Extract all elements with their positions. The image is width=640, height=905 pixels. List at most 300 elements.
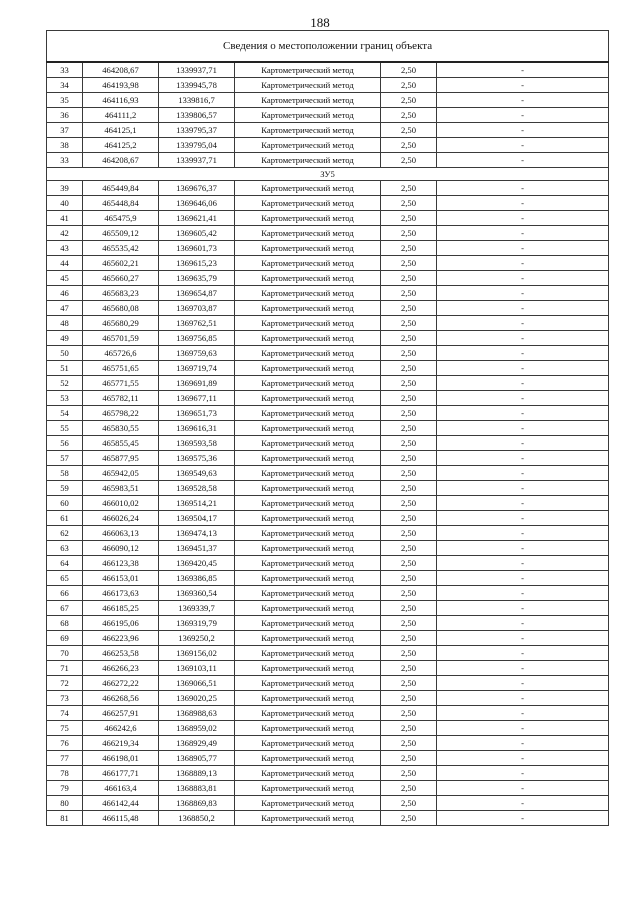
table-row xyxy=(47,496,609,511)
point-number-cell: 33 xyxy=(47,153,83,168)
description-cell: - xyxy=(437,153,609,168)
x-coordinate-cell: 465448,84 xyxy=(83,196,159,211)
description-cell: - xyxy=(437,751,609,766)
y-coordinate-cell: 1369601,73 xyxy=(159,241,235,256)
description-cell: - xyxy=(437,526,609,541)
y-coordinate-cell: 1368988,63 xyxy=(159,706,235,721)
method-cell: Картометрический метод xyxy=(235,511,381,526)
method-cell: Картометрический метод xyxy=(235,226,381,241)
x-coordinate-cell: 466173,63 xyxy=(83,586,159,601)
table-row xyxy=(47,138,609,153)
accuracy-cell: 2,50 xyxy=(381,361,437,376)
accuracy-cell: 2,50 xyxy=(381,811,437,826)
table-row xyxy=(47,211,609,226)
description-cell: - xyxy=(437,406,609,421)
method-cell: Картометрический метод xyxy=(235,108,381,123)
x-coordinate-cell: 466242,6 xyxy=(83,721,159,736)
page-number: 188 xyxy=(310,15,330,30)
x-coordinate-cell: 465475,9 xyxy=(83,211,159,226)
y-coordinate-cell: 1369703,87 xyxy=(159,301,235,316)
point-number-cell: 39 xyxy=(47,181,83,196)
method-cell: Картометрический метод xyxy=(235,256,381,271)
description-cell: - xyxy=(437,138,609,153)
method-cell: Картометрический метод xyxy=(235,571,381,586)
method-cell: Картометрический метод xyxy=(235,481,381,496)
accuracy-cell: 2,50 xyxy=(381,481,437,496)
table-row xyxy=(47,271,609,286)
x-coordinate-cell: 465535,42 xyxy=(83,241,159,256)
table-row xyxy=(47,751,609,766)
method-cell: Картометрический метод xyxy=(235,153,381,168)
accuracy-cell: 2,50 xyxy=(381,153,437,168)
x-coordinate-cell: 466123,38 xyxy=(83,556,159,571)
accuracy-cell: 2,50 xyxy=(381,316,437,331)
description-cell: - xyxy=(437,451,609,466)
method-cell: Картометрический метод xyxy=(235,241,381,256)
y-coordinate-cell: 1369615,23 xyxy=(159,256,235,271)
table-row xyxy=(47,301,609,316)
x-coordinate-cell: 465701,59 xyxy=(83,331,159,346)
table-row xyxy=(47,616,609,631)
y-coordinate-cell: 1369575,36 xyxy=(159,451,235,466)
accuracy-cell: 2,50 xyxy=(381,676,437,691)
x-coordinate-cell: 466142,44 xyxy=(83,796,159,811)
y-coordinate-cell: 1369651,73 xyxy=(159,406,235,421)
point-number-cell: 35 xyxy=(47,93,83,108)
x-coordinate-cell: 465983,51 xyxy=(83,481,159,496)
method-cell: Картометрический метод xyxy=(235,123,381,138)
point-number-cell: 72 xyxy=(47,676,83,691)
y-coordinate-cell: 1369605,42 xyxy=(159,226,235,241)
method-cell: Картометрический метод xyxy=(235,466,381,481)
x-coordinate-cell: 466272,22 xyxy=(83,676,159,691)
description-cell: - xyxy=(437,721,609,736)
y-coordinate-cell: 1339806,57 xyxy=(159,108,235,123)
y-coordinate-cell: 1368959,02 xyxy=(159,721,235,736)
y-coordinate-cell: 1369676,37 xyxy=(159,181,235,196)
description-cell: - xyxy=(437,601,609,616)
table-row xyxy=(47,62,609,78)
accuracy-cell: 2,50 xyxy=(381,511,437,526)
table-row xyxy=(47,286,609,301)
section-header-row xyxy=(47,168,609,181)
point-number-cell: 55 xyxy=(47,421,83,436)
table-row xyxy=(47,451,609,466)
accuracy-cell: 2,50 xyxy=(381,646,437,661)
point-number-cell: 81 xyxy=(47,811,83,826)
y-coordinate-cell: 1339945,78 xyxy=(159,78,235,93)
y-coordinate-cell: 1369514,21 xyxy=(159,496,235,511)
table-row xyxy=(47,241,609,256)
table-row xyxy=(47,78,609,93)
point-number-cell: 37 xyxy=(47,123,83,138)
point-number-cell: 41 xyxy=(47,211,83,226)
y-coordinate-cell: 1369616,31 xyxy=(159,421,235,436)
description-cell: - xyxy=(437,62,609,78)
method-cell: Картометрический метод xyxy=(235,138,381,153)
method-cell: Картометрический метод xyxy=(235,93,381,108)
description-cell: - xyxy=(437,436,609,451)
y-coordinate-cell: 1369762,51 xyxy=(159,316,235,331)
x-coordinate-cell: 466195,06 xyxy=(83,616,159,631)
accuracy-cell: 2,50 xyxy=(381,541,437,556)
method-cell: Картометрический метод xyxy=(235,406,381,421)
table-row xyxy=(47,691,609,706)
point-number-cell: 43 xyxy=(47,241,83,256)
point-number-cell: 64 xyxy=(47,556,83,571)
point-number-cell: 60 xyxy=(47,496,83,511)
table-row xyxy=(47,796,609,811)
description-cell: - xyxy=(437,691,609,706)
description-cell: - xyxy=(437,301,609,316)
point-number-cell: 46 xyxy=(47,286,83,301)
method-cell: Картометрический метод xyxy=(235,271,381,286)
x-coordinate-cell: 465680,29 xyxy=(83,316,159,331)
description-cell: - xyxy=(437,661,609,676)
description-cell: - xyxy=(437,571,609,586)
x-coordinate-cell: 466177,71 xyxy=(83,766,159,781)
y-coordinate-cell: 1369528,58 xyxy=(159,481,235,496)
table-row xyxy=(47,196,609,211)
point-number-cell: 73 xyxy=(47,691,83,706)
x-coordinate-cell: 464208,67 xyxy=(83,153,159,168)
method-cell: Картометрический метод xyxy=(235,661,381,676)
point-number-cell: 67 xyxy=(47,601,83,616)
description-cell: - xyxy=(437,586,609,601)
accuracy-cell: 2,50 xyxy=(381,331,437,346)
x-coordinate-cell: 465942,05 xyxy=(83,466,159,481)
x-coordinate-cell: 465798,22 xyxy=(83,406,159,421)
method-cell: Картометрический метод xyxy=(235,676,381,691)
x-coordinate-cell: 466185,25 xyxy=(83,601,159,616)
y-coordinate-cell: 1369504,17 xyxy=(159,511,235,526)
description-cell: - xyxy=(437,811,609,826)
accuracy-cell: 2,50 xyxy=(381,406,437,421)
x-coordinate-cell: 464125,2 xyxy=(83,138,159,153)
accuracy-cell: 2,50 xyxy=(381,181,437,196)
x-coordinate-cell: 465855,45 xyxy=(83,436,159,451)
y-coordinate-cell: 1369066,51 xyxy=(159,676,235,691)
description-cell: - xyxy=(437,421,609,436)
point-number-cell: 75 xyxy=(47,721,83,736)
table-row xyxy=(47,676,609,691)
x-coordinate-cell: 465680,08 xyxy=(83,301,159,316)
table-row xyxy=(47,226,609,241)
accuracy-cell: 2,50 xyxy=(381,766,437,781)
point-number-cell: 40 xyxy=(47,196,83,211)
point-number-cell: 63 xyxy=(47,541,83,556)
x-coordinate-cell: 465509,12 xyxy=(83,226,159,241)
accuracy-cell: 2,50 xyxy=(381,108,437,123)
accuracy-cell: 2,50 xyxy=(381,436,437,451)
accuracy-cell: 2,50 xyxy=(381,661,437,676)
table-row xyxy=(47,421,609,436)
table-row xyxy=(47,766,609,781)
accuracy-cell: 2,50 xyxy=(381,196,437,211)
method-cell: Картометрический метод xyxy=(235,391,381,406)
point-number-cell: 34 xyxy=(47,78,83,93)
method-cell: Картометрический метод xyxy=(235,496,381,511)
x-coordinate-cell: 466063,13 xyxy=(83,526,159,541)
table-row xyxy=(47,706,609,721)
point-number-cell: 44 xyxy=(47,256,83,271)
x-coordinate-cell: 466026,24 xyxy=(83,511,159,526)
method-cell: Картометрический метод xyxy=(235,436,381,451)
table-row xyxy=(47,541,609,556)
y-coordinate-cell: 1339795,04 xyxy=(159,138,235,153)
table-row xyxy=(47,631,609,646)
description-cell: - xyxy=(437,781,609,796)
description-cell: - xyxy=(437,361,609,376)
x-coordinate-cell: 466219,34 xyxy=(83,736,159,751)
point-number-cell: 62 xyxy=(47,526,83,541)
description-cell: - xyxy=(437,646,609,661)
table-row xyxy=(47,256,609,271)
y-coordinate-cell: 1369103,11 xyxy=(159,661,235,676)
x-coordinate-cell: 465449,84 xyxy=(83,181,159,196)
table-row xyxy=(47,481,609,496)
description-cell: - xyxy=(437,196,609,211)
method-cell: Картометрический метод xyxy=(235,766,381,781)
y-coordinate-cell: 1369635,79 xyxy=(159,271,235,286)
method-cell: Картометрический метод xyxy=(235,601,381,616)
description-cell: - xyxy=(437,511,609,526)
description-cell: - xyxy=(437,616,609,631)
description-cell: - xyxy=(437,316,609,331)
y-coordinate-cell: 1369646,06 xyxy=(159,196,235,211)
description-cell: - xyxy=(437,376,609,391)
y-coordinate-cell: 1369593,58 xyxy=(159,436,235,451)
point-number-cell: 69 xyxy=(47,631,83,646)
y-coordinate-cell: 1369756,85 xyxy=(159,331,235,346)
x-coordinate-cell: 464208,67 xyxy=(83,62,159,78)
description-cell: - xyxy=(437,93,609,108)
accuracy-cell: 2,50 xyxy=(381,376,437,391)
point-number-cell: 65 xyxy=(47,571,83,586)
y-coordinate-cell: 1369339,7 xyxy=(159,601,235,616)
x-coordinate-cell: 465602,21 xyxy=(83,256,159,271)
accuracy-cell: 2,50 xyxy=(381,691,437,706)
x-coordinate-cell: 466115,48 xyxy=(83,811,159,826)
accuracy-cell: 2,50 xyxy=(381,226,437,241)
description-cell: - xyxy=(437,706,609,721)
method-cell: Картометрический метод xyxy=(235,376,381,391)
accuracy-cell: 2,50 xyxy=(381,781,437,796)
y-coordinate-cell: 1369719,74 xyxy=(159,361,235,376)
accuracy-cell: 2,50 xyxy=(381,286,437,301)
accuracy-cell: 2,50 xyxy=(381,751,437,766)
y-coordinate-cell: 1339816,7 xyxy=(159,93,235,108)
method-cell: Картометрический метод xyxy=(235,721,381,736)
description-cell: - xyxy=(437,331,609,346)
table-row xyxy=(47,556,609,571)
x-coordinate-cell: 464125,1 xyxy=(83,123,159,138)
point-number-cell: 77 xyxy=(47,751,83,766)
method-cell: Картометрический метод xyxy=(235,811,381,826)
boundary-table-sheet xyxy=(46,30,608,826)
accuracy-cell: 2,50 xyxy=(381,466,437,481)
x-coordinate-cell: 466090,12 xyxy=(83,541,159,556)
point-number-cell: 51 xyxy=(47,361,83,376)
accuracy-cell: 2,50 xyxy=(381,736,437,751)
y-coordinate-cell: 1339937,71 xyxy=(159,62,235,78)
table-row xyxy=(47,376,609,391)
method-cell: Картометрический метод xyxy=(235,211,381,226)
table-row xyxy=(47,811,609,826)
point-number-cell: 38 xyxy=(47,138,83,153)
table-row xyxy=(47,646,609,661)
x-coordinate-cell: 466198,01 xyxy=(83,751,159,766)
y-coordinate-cell: 1369020,25 xyxy=(159,691,235,706)
x-coordinate-cell: 466163,4 xyxy=(83,781,159,796)
description-cell: - xyxy=(437,466,609,481)
point-number-cell: 33 xyxy=(47,62,83,78)
x-coordinate-cell: 466268,56 xyxy=(83,691,159,706)
description-cell: - xyxy=(437,271,609,286)
method-cell: Картометрический метод xyxy=(235,556,381,571)
table-row xyxy=(47,346,609,361)
description-cell: - xyxy=(437,211,609,226)
description-cell: - xyxy=(437,108,609,123)
x-coordinate-cell: 465830,55 xyxy=(83,421,159,436)
method-cell: Картометрический метод xyxy=(235,586,381,601)
accuracy-cell: 2,50 xyxy=(381,616,437,631)
method-cell: Картометрический метод xyxy=(235,691,381,706)
method-cell: Картометрический метод xyxy=(235,286,381,301)
description-cell: - xyxy=(437,496,609,511)
x-coordinate-cell: 466010,02 xyxy=(83,496,159,511)
y-coordinate-cell: 1369621,41 xyxy=(159,211,235,226)
point-number-cell: 78 xyxy=(47,766,83,781)
method-cell: Картометрический метод xyxy=(235,62,381,78)
y-coordinate-cell: 1368929,49 xyxy=(159,736,235,751)
table-row xyxy=(47,108,609,123)
accuracy-cell: 2,50 xyxy=(381,526,437,541)
point-number-cell: 80 xyxy=(47,796,83,811)
method-cell: Картометрический метод xyxy=(235,781,381,796)
x-coordinate-cell: 464111,2 xyxy=(83,108,159,123)
method-cell: Картометрический метод xyxy=(235,361,381,376)
point-number-cell: 48 xyxy=(47,316,83,331)
point-number-cell: 36 xyxy=(47,108,83,123)
table-row xyxy=(47,511,609,526)
method-cell: Картометрический метод xyxy=(235,631,381,646)
description-cell: - xyxy=(437,796,609,811)
description-cell: - xyxy=(437,736,609,751)
method-cell: Картометрический метод xyxy=(235,736,381,751)
table-row xyxy=(47,466,609,481)
accuracy-cell: 2,50 xyxy=(381,586,437,601)
accuracy-cell: 2,50 xyxy=(381,601,437,616)
table-row xyxy=(47,571,609,586)
x-coordinate-cell: 465771,55 xyxy=(83,376,159,391)
table-title: Сведения о местоположении границ объекта xyxy=(47,31,609,63)
method-cell: Картометрический метод xyxy=(235,421,381,436)
section-label: ЗУ5 xyxy=(47,168,609,181)
x-coordinate-cell: 466266,23 xyxy=(83,661,159,676)
table-row xyxy=(47,361,609,376)
description-cell: - xyxy=(437,481,609,496)
method-cell: Картометрический метод xyxy=(235,526,381,541)
point-number-cell: 47 xyxy=(47,301,83,316)
y-coordinate-cell: 1369654,87 xyxy=(159,286,235,301)
method-cell: Картометрический метод xyxy=(235,301,381,316)
y-coordinate-cell: 1369474,13 xyxy=(159,526,235,541)
point-number-cell: 66 xyxy=(47,586,83,601)
accuracy-cell: 2,50 xyxy=(381,796,437,811)
accuracy-cell: 2,50 xyxy=(381,301,437,316)
table-row xyxy=(47,526,609,541)
accuracy-cell: 2,50 xyxy=(381,138,437,153)
point-number-cell: 59 xyxy=(47,481,83,496)
method-cell: Картометрический метод xyxy=(235,796,381,811)
description-cell: - xyxy=(437,391,609,406)
description-cell: - xyxy=(437,123,609,138)
point-number-cell: 76 xyxy=(47,736,83,751)
description-cell: - xyxy=(437,676,609,691)
point-number-cell: 53 xyxy=(47,391,83,406)
y-coordinate-cell: 1369360,54 xyxy=(159,586,235,601)
x-coordinate-cell: 464193,98 xyxy=(83,78,159,93)
method-cell: Картометрический метод xyxy=(235,646,381,661)
y-coordinate-cell: 1339795,37 xyxy=(159,123,235,138)
y-coordinate-cell: 1369549,63 xyxy=(159,466,235,481)
method-cell: Картометрический метод xyxy=(235,331,381,346)
y-coordinate-cell: 1368869,83 xyxy=(159,796,235,811)
point-number-cell: 54 xyxy=(47,406,83,421)
y-coordinate-cell: 1369759,63 xyxy=(159,346,235,361)
y-coordinate-cell: 1368889,13 xyxy=(159,766,235,781)
point-number-cell: 52 xyxy=(47,376,83,391)
table-row xyxy=(47,331,609,346)
y-coordinate-cell: 1369677,11 xyxy=(159,391,235,406)
description-cell: - xyxy=(437,631,609,646)
method-cell: Картометрический метод xyxy=(235,541,381,556)
point-number-cell: 58 xyxy=(47,466,83,481)
table-row xyxy=(47,721,609,736)
point-number-cell: 45 xyxy=(47,271,83,286)
table-row xyxy=(47,601,609,616)
description-cell: - xyxy=(437,766,609,781)
table-row xyxy=(47,436,609,451)
boundary-coordinates-table xyxy=(46,30,609,826)
method-cell: Картометрический метод xyxy=(235,196,381,211)
y-coordinate-cell: 1368850,2 xyxy=(159,811,235,826)
accuracy-cell: 2,50 xyxy=(381,62,437,78)
point-number-cell: 50 xyxy=(47,346,83,361)
method-cell: Картометрический метод xyxy=(235,78,381,93)
x-coordinate-cell: 465683,23 xyxy=(83,286,159,301)
x-coordinate-cell: 466153,01 xyxy=(83,571,159,586)
accuracy-cell: 2,50 xyxy=(381,556,437,571)
x-coordinate-cell: 465726,6 xyxy=(83,346,159,361)
y-coordinate-cell: 1369319,79 xyxy=(159,616,235,631)
table-row xyxy=(47,781,609,796)
y-coordinate-cell: 1369250,2 xyxy=(159,631,235,646)
table-row xyxy=(47,153,609,168)
accuracy-cell: 2,50 xyxy=(381,391,437,406)
description-cell: - xyxy=(437,346,609,361)
method-cell: Картометрический метод xyxy=(235,616,381,631)
point-number-cell: 74 xyxy=(47,706,83,721)
accuracy-cell: 2,50 xyxy=(381,496,437,511)
description-cell: - xyxy=(437,241,609,256)
method-cell: Картометрический метод xyxy=(235,451,381,466)
point-number-cell: 57 xyxy=(47,451,83,466)
x-coordinate-cell: 466253,58 xyxy=(83,646,159,661)
accuracy-cell: 2,50 xyxy=(381,571,437,586)
table-row xyxy=(47,316,609,331)
